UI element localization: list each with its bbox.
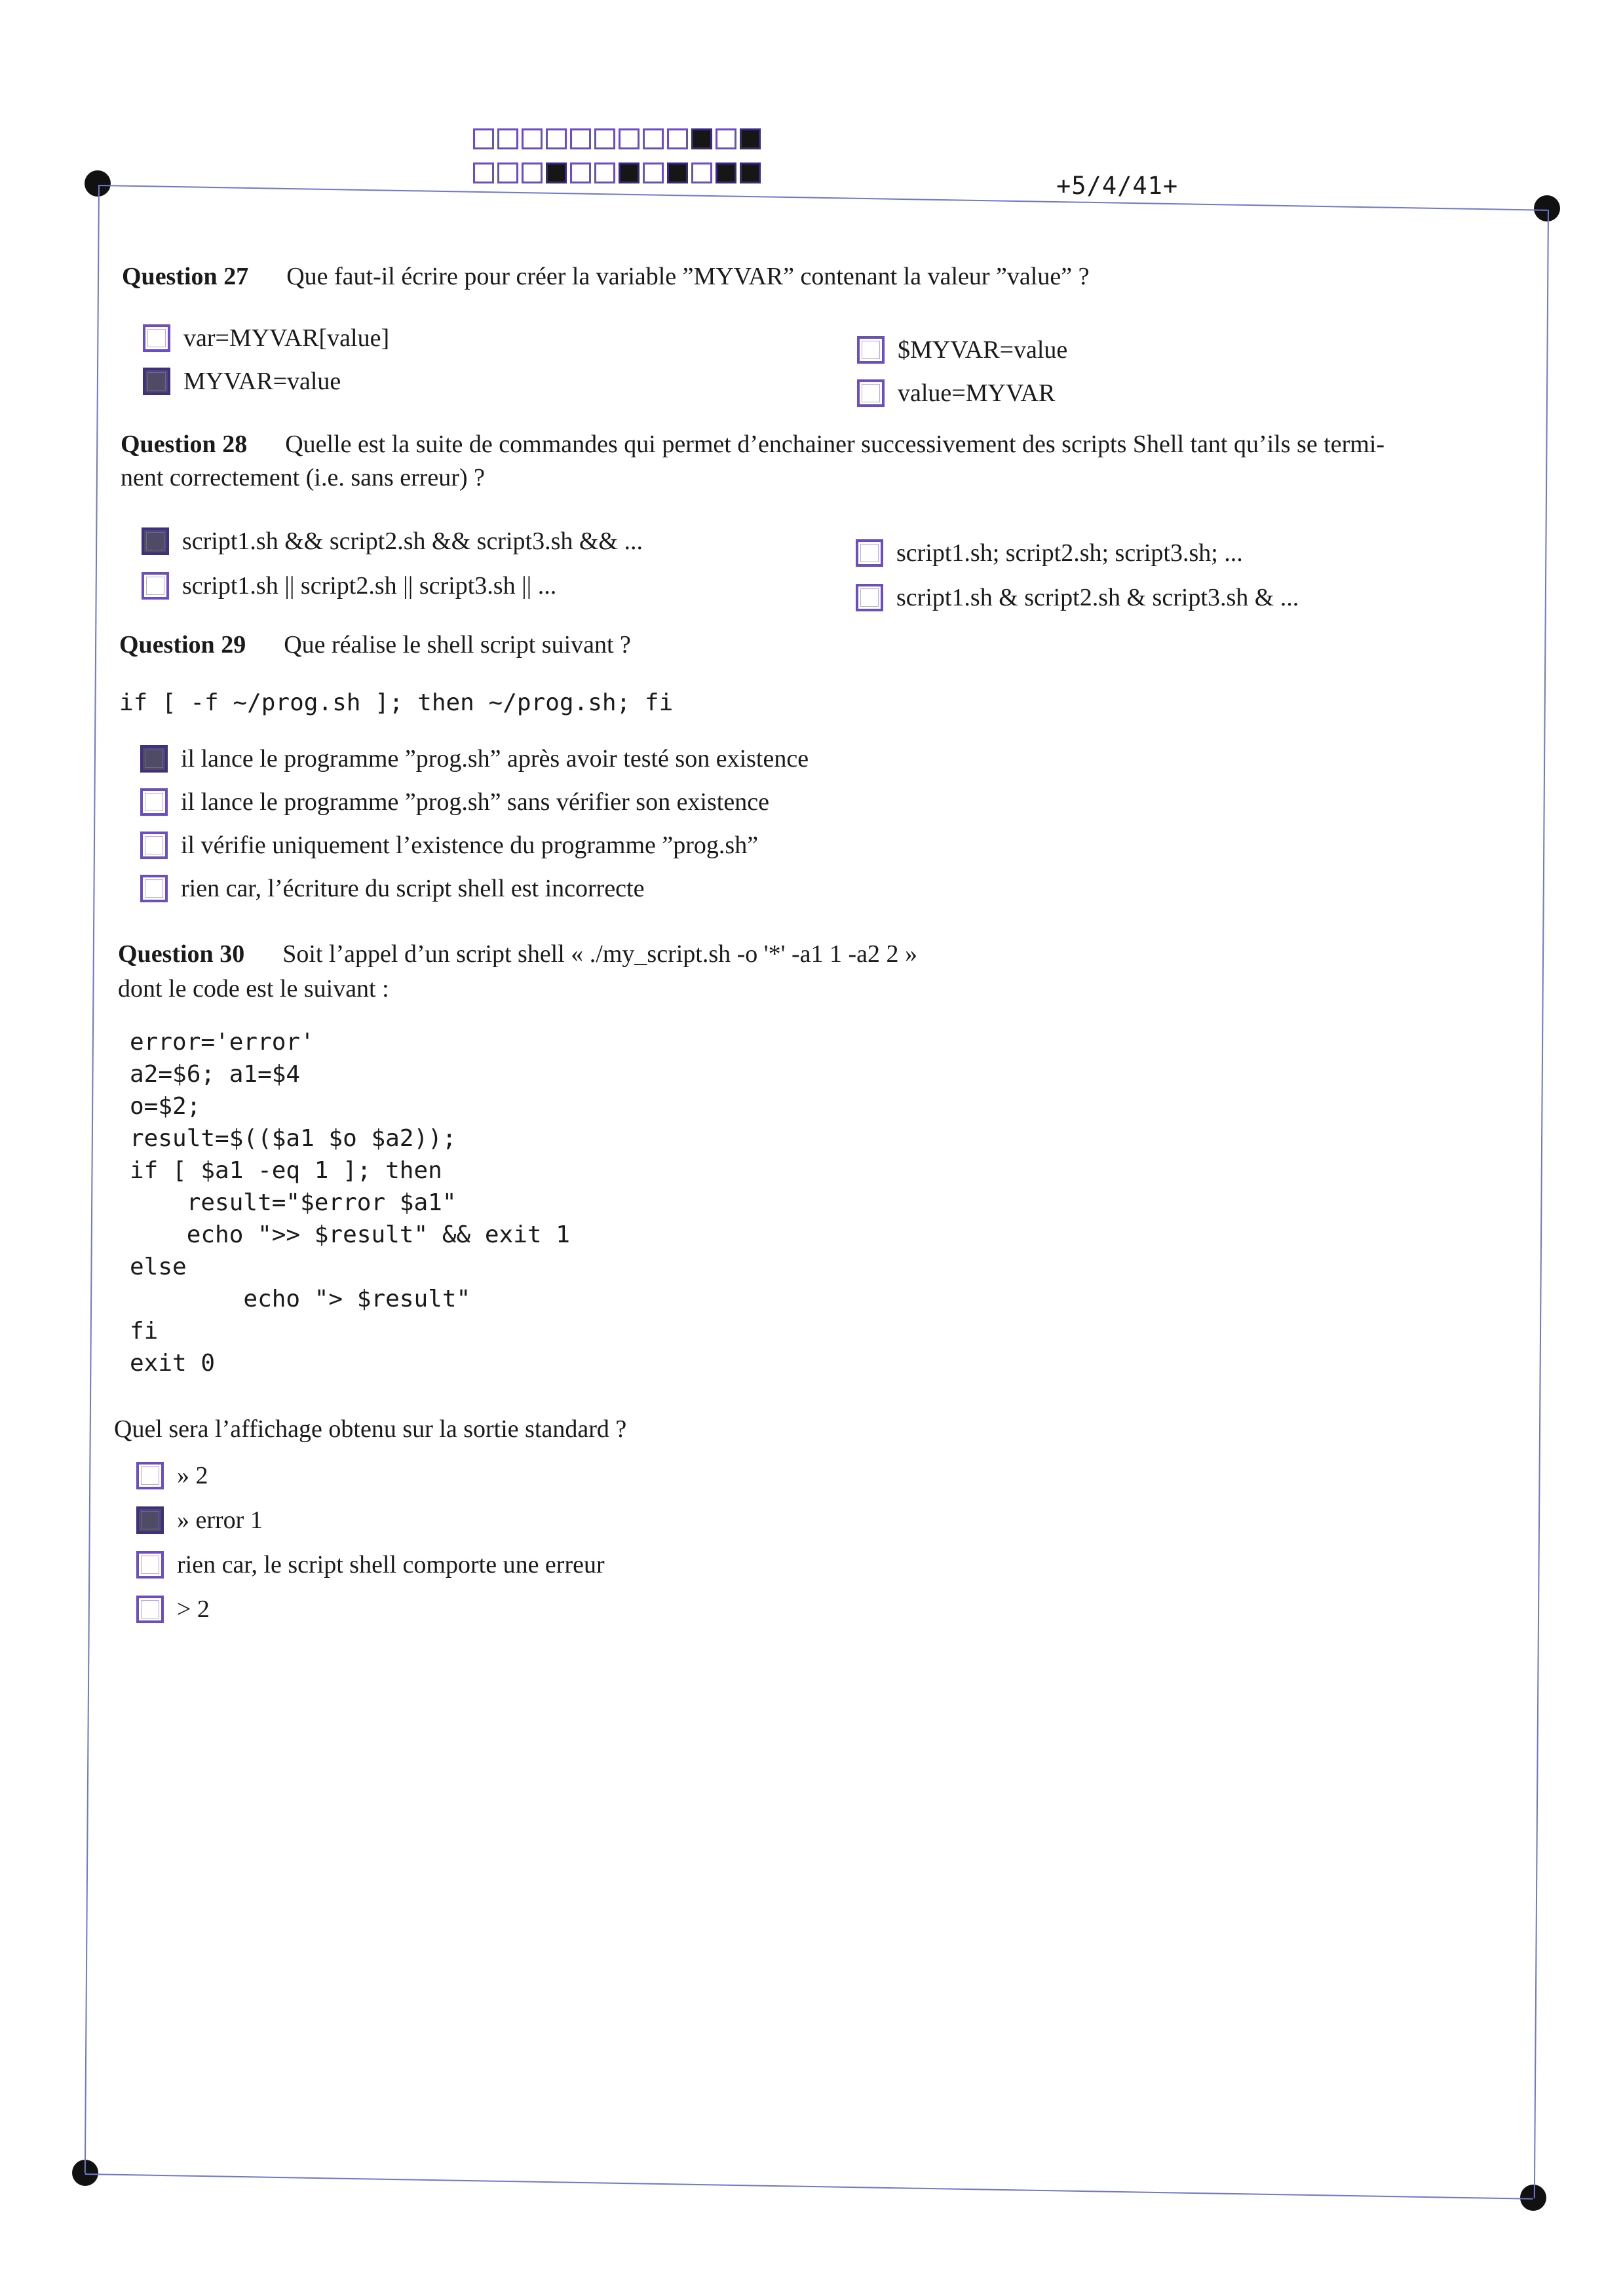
option-label: il lance le programme ”prog.sh” après avoir testé son existence — [181, 745, 809, 773]
code-line: if [ $a1 -eq 1 ]; then — [130, 1157, 442, 1184]
id-box — [716, 128, 736, 149]
question-29-code: if [ -f ~/prog.sh ]; then ~/prog.sh; fi — [119, 689, 674, 716]
q29-option-1[interactable] — [140, 744, 809, 773]
option-label: » 2 — [177, 1462, 208, 1489]
frame-left — [85, 185, 100, 2173]
checkbox[interactable] — [143, 368, 170, 395]
question-29-label: Question 29 — [119, 631, 246, 659]
checkbox[interactable] — [143, 324, 170, 352]
checkbox[interactable] — [857, 379, 885, 407]
q29-option-4[interactable] — [140, 874, 644, 903]
question-29-text: Que réalise le shell script suivant ? — [284, 631, 631, 659]
q28-option-4[interactable] — [856, 583, 1299, 612]
id-box — [497, 128, 518, 149]
code-line: result="$error $a1" — [130, 1189, 457, 1216]
id-box — [570, 163, 591, 183]
question-30-text-line2: dont le code est le suivant : — [118, 975, 389, 1003]
frame-top — [98, 185, 1548, 211]
q28-option-1[interactable] — [142, 527, 643, 556]
q27-option-2[interactable] — [143, 367, 341, 396]
option-label: $MYVAR=value — [898, 336, 1068, 364]
question-30-label: Question 30 — [118, 940, 245, 968]
checkbox[interactable] — [857, 336, 885, 364]
id-box — [473, 163, 494, 183]
id-box — [643, 163, 664, 183]
option-label: script1.sh && script2.sh && script3.sh && ... — [182, 527, 643, 555]
id-box — [546, 128, 567, 149]
q27-option-1[interactable] — [143, 324, 389, 353]
q30-option-4[interactable] — [136, 1595, 210, 1624]
id-box — [594, 128, 615, 149]
option-label: value=MYVAR — [898, 379, 1056, 407]
option-label: rien car, l’écriture du script shell est incorrecte — [181, 875, 645, 902]
id-box — [546, 163, 567, 183]
option-label: script1.sh || script2.sh || script3.sh || ... — [182, 572, 557, 600]
question-30-header — [118, 940, 917, 968]
option-label: il lance le programme ”prog.sh” sans vérifier son existence — [181, 788, 769, 816]
code-line: fi — [130, 1318, 159, 1345]
checkbox[interactable] — [140, 832, 168, 859]
code-line: exit 0 — [130, 1350, 216, 1377]
code-line: echo "> $result" — [130, 1286, 471, 1312]
id-box — [740, 163, 761, 183]
code-line: else — [130, 1253, 187, 1280]
option-label: MYVAR=value — [183, 368, 341, 395]
checkbox[interactable] — [856, 584, 883, 611]
question-28-header — [121, 430, 1384, 459]
option-label: » error 1 — [177, 1506, 263, 1534]
id-box — [667, 163, 688, 183]
q30-option-2[interactable] — [136, 1506, 263, 1535]
id-box — [497, 163, 518, 183]
checkbox[interactable] — [136, 1506, 164, 1534]
frame-right — [1534, 210, 1549, 2198]
checkbox[interactable] — [136, 1462, 164, 1489]
id-box — [643, 128, 664, 149]
checkbox[interactable] — [140, 875, 168, 902]
question-27-label: Question 27 — [122, 263, 249, 290]
id-box — [691, 163, 712, 183]
option-label: script1.sh; script2.sh; script3.sh; ... — [896, 539, 1243, 567]
id-box — [740, 128, 761, 149]
question-28-text-line1: Quelle est la suite de commandes qui permet d’enchainer successivement des scripts Shell tant qu’ils se termi- — [285, 430, 1385, 458]
id-box — [594, 163, 615, 183]
code-line: error='error' — [130, 1029, 315, 1056]
id-box-row-1 — [473, 128, 764, 152]
id-box — [619, 163, 640, 183]
question-28-label: Question 28 — [121, 430, 248, 458]
checkbox[interactable] — [136, 1551, 164, 1578]
option-label: rien car, le script shell comporte une erreur — [177, 1551, 605, 1578]
q30-option-1[interactable] — [136, 1461, 208, 1490]
question-29-header — [119, 630, 631, 659]
q28-option-2[interactable] — [142, 571, 556, 600]
q29-option-3[interactable] — [140, 831, 758, 860]
code-line: a2=$6; a1=$4 — [130, 1061, 301, 1088]
sheet-id: +5/4/41+ — [1056, 172, 1179, 200]
id-box — [473, 128, 494, 149]
q29-option-2[interactable] — [140, 788, 769, 816]
id-box — [522, 163, 543, 183]
q30-option-3[interactable] — [136, 1550, 605, 1579]
checkbox[interactable] — [856, 539, 883, 567]
id-box — [570, 128, 591, 149]
checkbox[interactable] — [142, 572, 169, 600]
id-box — [619, 128, 640, 149]
option-label: script1.sh & script2.sh & script3.sh & ... — [896, 584, 1299, 611]
id-box — [716, 163, 736, 183]
id-box — [691, 128, 712, 149]
id-box-row-2 — [473, 163, 764, 186]
q28-option-3[interactable] — [856, 539, 1243, 567]
code-line: o=$2; — [130, 1093, 201, 1120]
question-27-text: Que faut-il écrire pour créer la variable ”MYVAR” contenant la valeur ”value” ? — [286, 263, 1090, 290]
option-label: var=MYVAR[value] — [183, 324, 390, 352]
question-27-header — [122, 262, 1089, 291]
code-line: result=$(($a1 $o $a2)); — [130, 1125, 457, 1152]
frame-bottom — [85, 2173, 1533, 2200]
checkbox[interactable] — [140, 788, 168, 816]
q27-option-3[interactable] — [857, 335, 1067, 364]
id-box — [667, 128, 688, 149]
checkbox[interactable] — [140, 745, 168, 773]
option-label: > 2 — [177, 1596, 210, 1623]
q27-option-4[interactable] — [857, 379, 1055, 408]
question-30-code — [130, 1026, 570, 1379]
code-line: echo ">> $result" && exit 1 — [130, 1221, 570, 1248]
id-box — [522, 128, 543, 149]
question-30-question: Quel sera l’affichage obtenu sur la sortie standard ? — [114, 1415, 627, 1443]
checkbox[interactable] — [142, 527, 169, 555]
checkbox[interactable] — [136, 1596, 164, 1623]
question-30-text-line1: Soit l’appel d’un script shell « ./my_script.sh -o '*' -a1 1 -a2 2 » — [282, 940, 918, 968]
option-label: il vérifie uniquement l’existence du programme ”prog.sh” — [181, 832, 759, 859]
question-28-text-line2: nent correctement (i.e. sans erreur) ? — [121, 464, 485, 491]
